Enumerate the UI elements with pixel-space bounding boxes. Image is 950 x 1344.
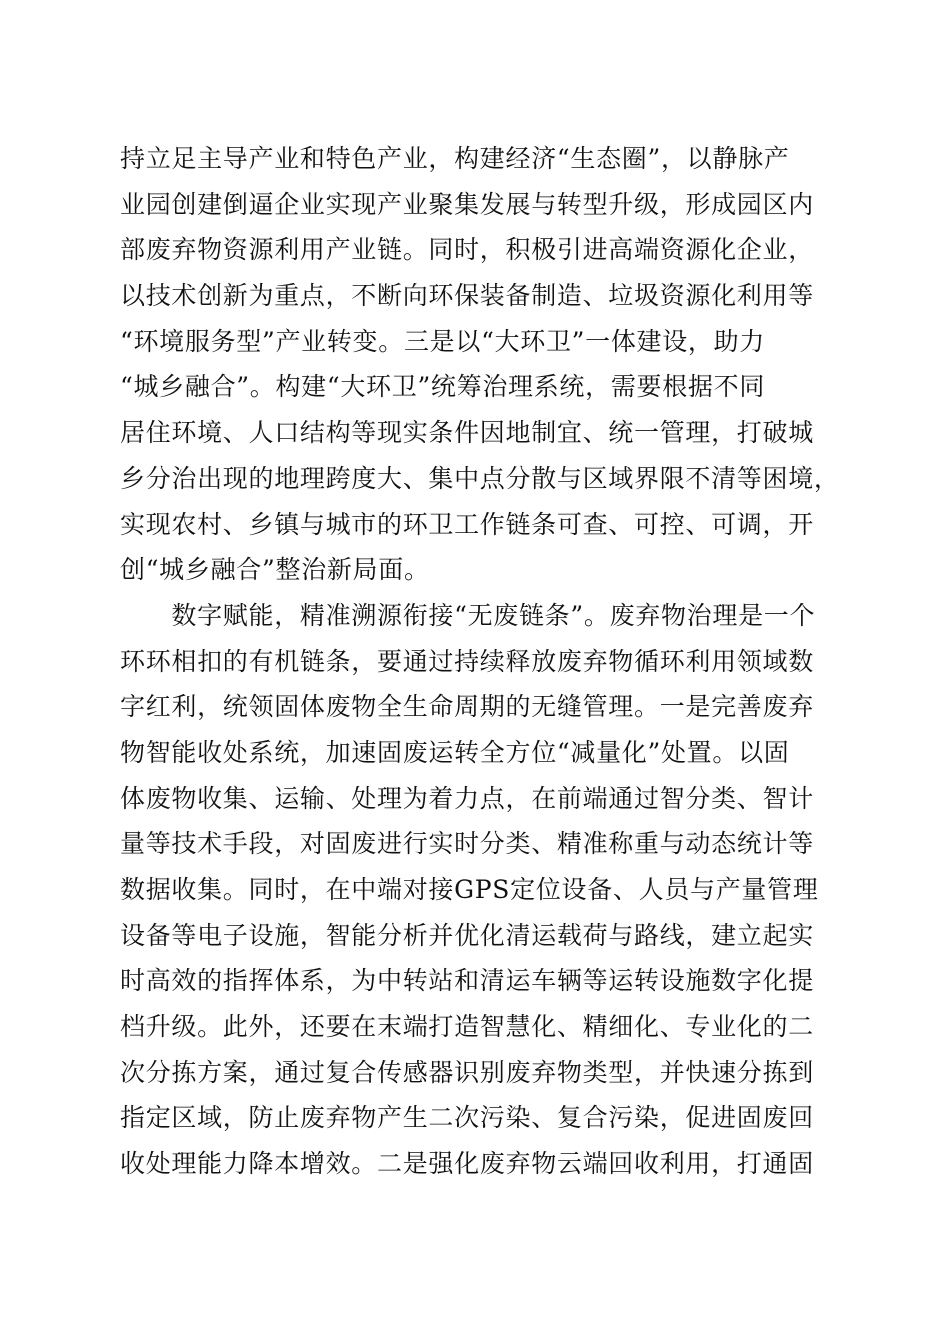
text-line: 时高效的指挥体系，为中转站和清运车辆等运转设施数字化提 <box>120 966 814 996</box>
text-line: 收处理能力降本增效。二是强化废弃物云端回收利用，打通固 <box>120 1149 814 1179</box>
text-line: 档升级。此外，还要在末端打造智慧化、精细化、专业化的二 <box>120 1012 814 1042</box>
text-line: 次分拣方案，通过复合传感器识别废弃物类型，并快速分拣到 <box>120 1057 814 1087</box>
text-line: 数字赋能，精准溯源衔接“无废链条”。废弃物治理是一个 <box>120 600 816 630</box>
text-line: 以技术创新为重点，不断向环保装备制造、垃圾资源化利用等 <box>120 281 814 311</box>
text-line: 乡分治出现的地理跨度大、集中点分散与区域界限不清等困境， <box>120 463 840 493</box>
text-line: 实现农村、乡镇与城市的环卫工作链条可查、可控、可调，开 <box>120 509 814 539</box>
text-line: 量等技术手段，对固废进行实时分类、精准称重与动态统计等 <box>120 829 814 859</box>
text-line: 指定区域，防止废弃物产生二次污染、复合污染，促进固废回 <box>120 1103 814 1133</box>
body-text <box>120 136 850 1187</box>
text-line: 部废弃物资源利用产业链。同时，积极引进高端资源化企业， <box>120 235 814 265</box>
text-line: 创“城乡融合”整治新局面。 <box>120 555 430 585</box>
text-line: 设备等电子设施，智能分析并优化清运载荷与路线，建立起实 <box>120 920 814 950</box>
text-line: 业园创建倒逼企业实现产业聚集发展与转型升级，形成园区内 <box>120 189 814 219</box>
text-line: 体废物收集、运输、处理为着力点，在前端通过智分类、智计 <box>120 783 814 813</box>
text-line: 物智能收处系统，加速固废运转全方位“减量化”处置。以固 <box>120 737 790 767</box>
text-line: 数据收集。同时，在中端对接GPS定位设备、人员与产量管理 <box>120 875 819 904</box>
text-line: 环环相扣的有机链条，要通过持续释放废弃物循环利用领域数 <box>120 646 814 676</box>
text-line: “城乡融合”。构建“大环卫”统筹治理系统，需要根据不同 <box>120 372 766 402</box>
text-line: 字红利，统领固体废物全生命周期的无缝管理。一是完善废弃 <box>120 692 814 722</box>
text-line: 居住环境、人口结构等现实条件因地制宜、统一管理，打破城 <box>120 418 814 448</box>
text-line: 持立足主导产业和特色产业，构建经济“生态圈”，以静脉产 <box>120 144 790 173</box>
text-line: “环境服务型”产业转变。三是以“大环卫”一体建设，助力 <box>120 326 766 356</box>
